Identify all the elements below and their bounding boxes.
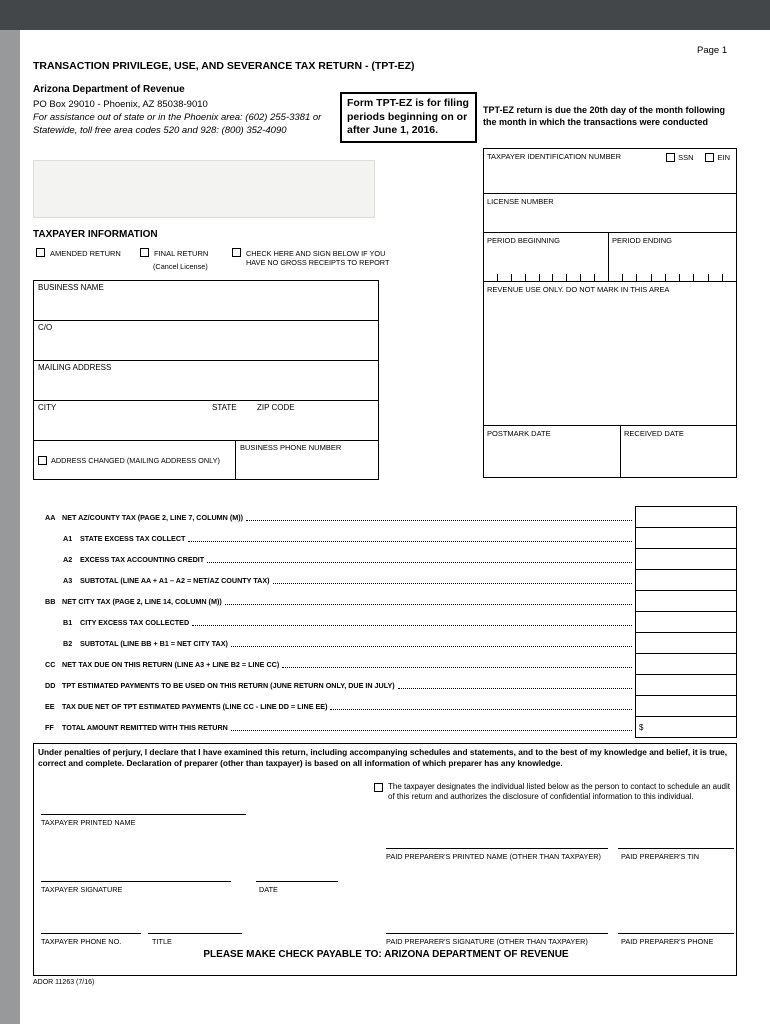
tax-line-code: CC [45,659,56,669]
co-field[interactable] [34,321,378,361]
city-state-zip-field[interactable] [34,401,378,441]
title-label: TITLE [152,937,172,946]
audit-designation [374,782,732,803]
co-label: C/O [38,323,53,332]
tax-line-B1-amount-box[interactable] [635,611,737,633]
address-changed-label: ADDRESS CHANGED (MAILING ADDRESS ONLY) [51,455,220,465]
assistance-line-2: Statewide, toll free area codes 520 and 928: (800) 352-4090 [33,125,287,136]
tax-line-A2 [45,548,737,570]
tax-line-label: EXCESS TAX ACCOUNTING CREDIT [80,554,205,564]
tax-line-B2-amount-box[interactable] [635,632,737,654]
form-title: TRANSACTION PRIVILEGE, USE, AND SEVERANCE TAX RETURN - (TPT-EZ) [33,60,415,72]
tax-line-code: DD [45,680,56,690]
revenue-use-only-area [484,282,736,426]
tax-line-EE-amount-box[interactable] [635,695,737,717]
license-number-field[interactable] [484,194,736,233]
business-name-field[interactable] [34,281,378,321]
tax-lines-section [45,506,737,738]
dotted-leader [273,583,632,584]
dotted-leader [231,730,632,731]
license-number-label: LICENSE NUMBER [487,197,554,206]
amended-return-label: AMENDED RETURN [50,249,121,258]
tax-line-FF-amount-box[interactable] [635,716,737,738]
tax-line-A1-amount-box[interactable] [635,527,737,549]
taxpayer-signature-label: TAXPAYER SIGNATURE [41,885,123,894]
tax-line-FF [45,716,737,738]
cancel-license-label: (Cancel License) [153,262,208,271]
preparer-tin-label: PAID PREPARER'S TIN [621,852,700,861]
no-gross-receipts-checkbox[interactable] [232,248,241,257]
assistance-line-1: For assistance out of state or in the Phoenix area: (602) 255-3381 or [33,112,322,123]
taxpayer-id-field[interactable] [484,149,736,194]
taxpayer-information-heading: TAXPAYER INFORMATION [33,229,158,240]
declaration-section [33,743,737,976]
period-ending-field[interactable] [609,233,736,281]
tax-line-A3-amount-box[interactable] [635,569,737,591]
address-changed-cell [34,441,236,479]
tax-line-code: AA [45,512,56,522]
postmark-date-label: POSTMARK DATE [487,429,551,438]
ein-checkbox[interactable] [705,153,714,162]
dotted-leader [398,688,632,689]
tax-line-code: EE [45,701,55,711]
amended-return-checkbox[interactable] [36,248,45,257]
taxpayer-info-box [33,280,379,480]
business-name-label: BUSINESS NAME [38,283,104,292]
preparer-signature-line[interactable] [386,933,608,934]
ssn-checkbox[interactable] [666,153,675,162]
tax-line-label: NET CITY TAX (PAGE 2, LINE 14, COLUMN (M)) [62,596,222,606]
tax-line-EE [45,695,737,717]
perjury-statement: Under penalties of perjury, I declare that I have examined this return, including accompanying schedules and statements, and to the best of my knowledge and belief, it is true, correct and complete. Declaration of preparer (other than taxpayer) is based on all information of which preparer has any knowledge. [38,747,728,768]
final-return-checkbox[interactable] [140,248,149,257]
state-label: STATE [212,403,237,412]
tax-line-A1 [45,527,737,549]
filing-period-notice-box: Form TPT-EZ is for filing periods beginning on or after June 1, 2016. [340,92,477,143]
viewer-top-bar [0,0,770,30]
tax-line-code: FF [45,722,54,732]
tax-line-code: BB [45,596,56,606]
preparer-signature-label: PAID PREPARER'S SIGNATURE (OTHER THAN TAXPAYER) [386,937,588,946]
tax-line-code: A2 [63,554,73,564]
mailing-address-field[interactable] [34,361,378,401]
date-line[interactable] [256,881,338,882]
tax-line-label: TPT ESTIMATED PAYMENTS TO BE USED ON THIS RETURN (JUNE RETURN ONLY, DUE IN JULY) [62,680,395,690]
title-line[interactable] [148,933,242,934]
received-date-label: RECEIVED DATE [624,429,684,438]
tax-line-B2 [45,632,737,654]
address-changed-phone-row [34,441,378,479]
tax-line-label: SUBTOTAL (LINE BB + B1 = NET CITY TAX) [80,638,228,648]
tax-line-CC [45,653,737,675]
dotted-leader [225,604,632,605]
taxpayer-signature-line[interactable] [41,881,231,882]
taxpayer-phone-line[interactable] [41,933,141,934]
tax-line-A2-amount-box[interactable] [635,548,737,570]
preparer-printed-name-line[interactable] [386,848,608,849]
viewer-left-margin [0,30,20,1024]
date-label: DATE [259,885,278,894]
business-phone-label: BUSINESS PHONE NUMBER [240,443,342,452]
dotted-leader [231,646,632,647]
page-number: Page 1 [697,45,728,56]
received-date-field [621,426,736,477]
tax-line-CC-amount-box[interactable] [635,653,737,675]
tax-line-label: TOTAL AMOUNT REMITTED WITH THIS RETURN [62,722,228,732]
tax-line-AA-amount-box[interactable] [635,506,737,528]
ein-label: EIN [717,153,730,162]
ssn-label: SSN [678,153,694,162]
tax-line-label: TAX DUE NET OF TPT ESTIMATED PAYMENTS (LINE CC - LINE DD = LINE EE) [62,701,328,711]
tax-line-code: B2 [63,638,73,648]
revenue-use-only-label: REVENUE USE ONLY. DO NOT MARK IN THIS AREA [487,285,670,294]
period-row [484,233,736,282]
preparer-phone-label: PAID PREPARER'S PHONE [621,937,714,946]
due-date-notice: TPT-EZ return is due the 20th day of the month following the month in which the transactions were conducted [483,105,726,128]
no-gross-receipts-label: CHECK HERE AND SIGN BELOW IF YOU HAVE NO GROSS RECEIPTS TO REPORT [246,249,390,268]
dotted-leader [330,709,632,710]
period-ending-digit-comb [609,274,736,281]
final-return-label: FINAL RETURN [154,249,209,258]
tax-line-label: NET TAX DUE ON THIS RETURN (LINE A3 + LINE B2 = LINE CC) [62,659,280,669]
taxpayer-printed-name-label: TAXPAYER PRINTED NAME [41,818,136,827]
taxpayer-id-label: TAXPAYER IDENTIFICATION NUMBER [487,152,622,161]
address-changed-checkbox[interactable] [38,456,47,465]
tax-line-label: SUBTOTAL (LINE AA + A1 – A2 = NET/AZ COUNTY TAX) [80,575,270,585]
check-payable-notice: PLEASE MAKE CHECK PAYABLE TO: ARIZONA DEPARTMENT OF REVENUE [203,949,569,960]
audit-designation-checkbox[interactable] [374,783,383,792]
id-panel [483,148,737,478]
audit-designation-text: The taxpayer designates the individual listed below as the person to contact to schedule an audit of this return and authorizes the disclosure of confidential information to this individual. [388,782,730,802]
preparer-phone-line[interactable] [618,933,734,934]
dotted-leader [282,667,632,668]
department-name: Arizona Department of Revenue [33,84,185,95]
form-code: ADOR 11263 (7/16) [33,979,95,986]
dotted-leader [188,541,632,542]
tax-line-AA [45,506,737,528]
postmark-row [484,426,736,477]
tax-line-B1 [45,611,737,633]
tax-line-BB [45,590,737,612]
tax-line-A3 [45,569,737,591]
taxpayer-printed-name-line[interactable] [41,814,246,815]
department-address: PO Box 29010 - Phoenix, AZ 85038-9010 [33,99,208,110]
city-label: CITY [38,403,57,412]
tax-line-code: A3 [63,575,73,585]
period-beginning-field[interactable] [484,233,609,281]
dollar-sign-prefix: $ [639,722,644,732]
dotted-leader [207,562,632,563]
period-ending-label: PERIOD ENDING [612,236,673,245]
business-phone-field[interactable] [236,441,378,479]
tax-line-label: CITY EXCESS TAX COLLECTED [80,617,190,627]
tax-line-BB-amount-box[interactable] [635,590,737,612]
preparer-printed-name-label: PAID PREPARER'S PRINTED NAME (OTHER THAN TAXPAYER) [386,852,601,861]
zip-code-label: ZIP CODE [257,403,295,412]
tax-line-DD-amount-box[interactable] [635,674,737,696]
dotted-leader [192,625,632,626]
mailing-address-label: MAILING ADDRESS [38,363,112,372]
tax-line-code: A1 [63,533,73,543]
preparer-tin-line[interactable] [618,848,734,849]
address-label-area [33,160,375,218]
period-beginning-label: PERIOD BEGINNING [487,236,560,245]
tax-line-code: B1 [63,617,73,627]
dotted-leader [246,520,632,521]
taxpayer-phone-label: TAXPAYER PHONE NO. [41,937,122,946]
period-beginning-digit-comb [484,274,608,281]
tax-line-DD [45,674,737,696]
tax-line-label: STATE EXCESS TAX COLLECT [80,533,186,543]
tax-line-label: NET AZ/COUNTY TAX (PAGE 2, LINE 7, COLUMN (M)) [62,512,244,522]
postmark-date-field [484,426,621,477]
